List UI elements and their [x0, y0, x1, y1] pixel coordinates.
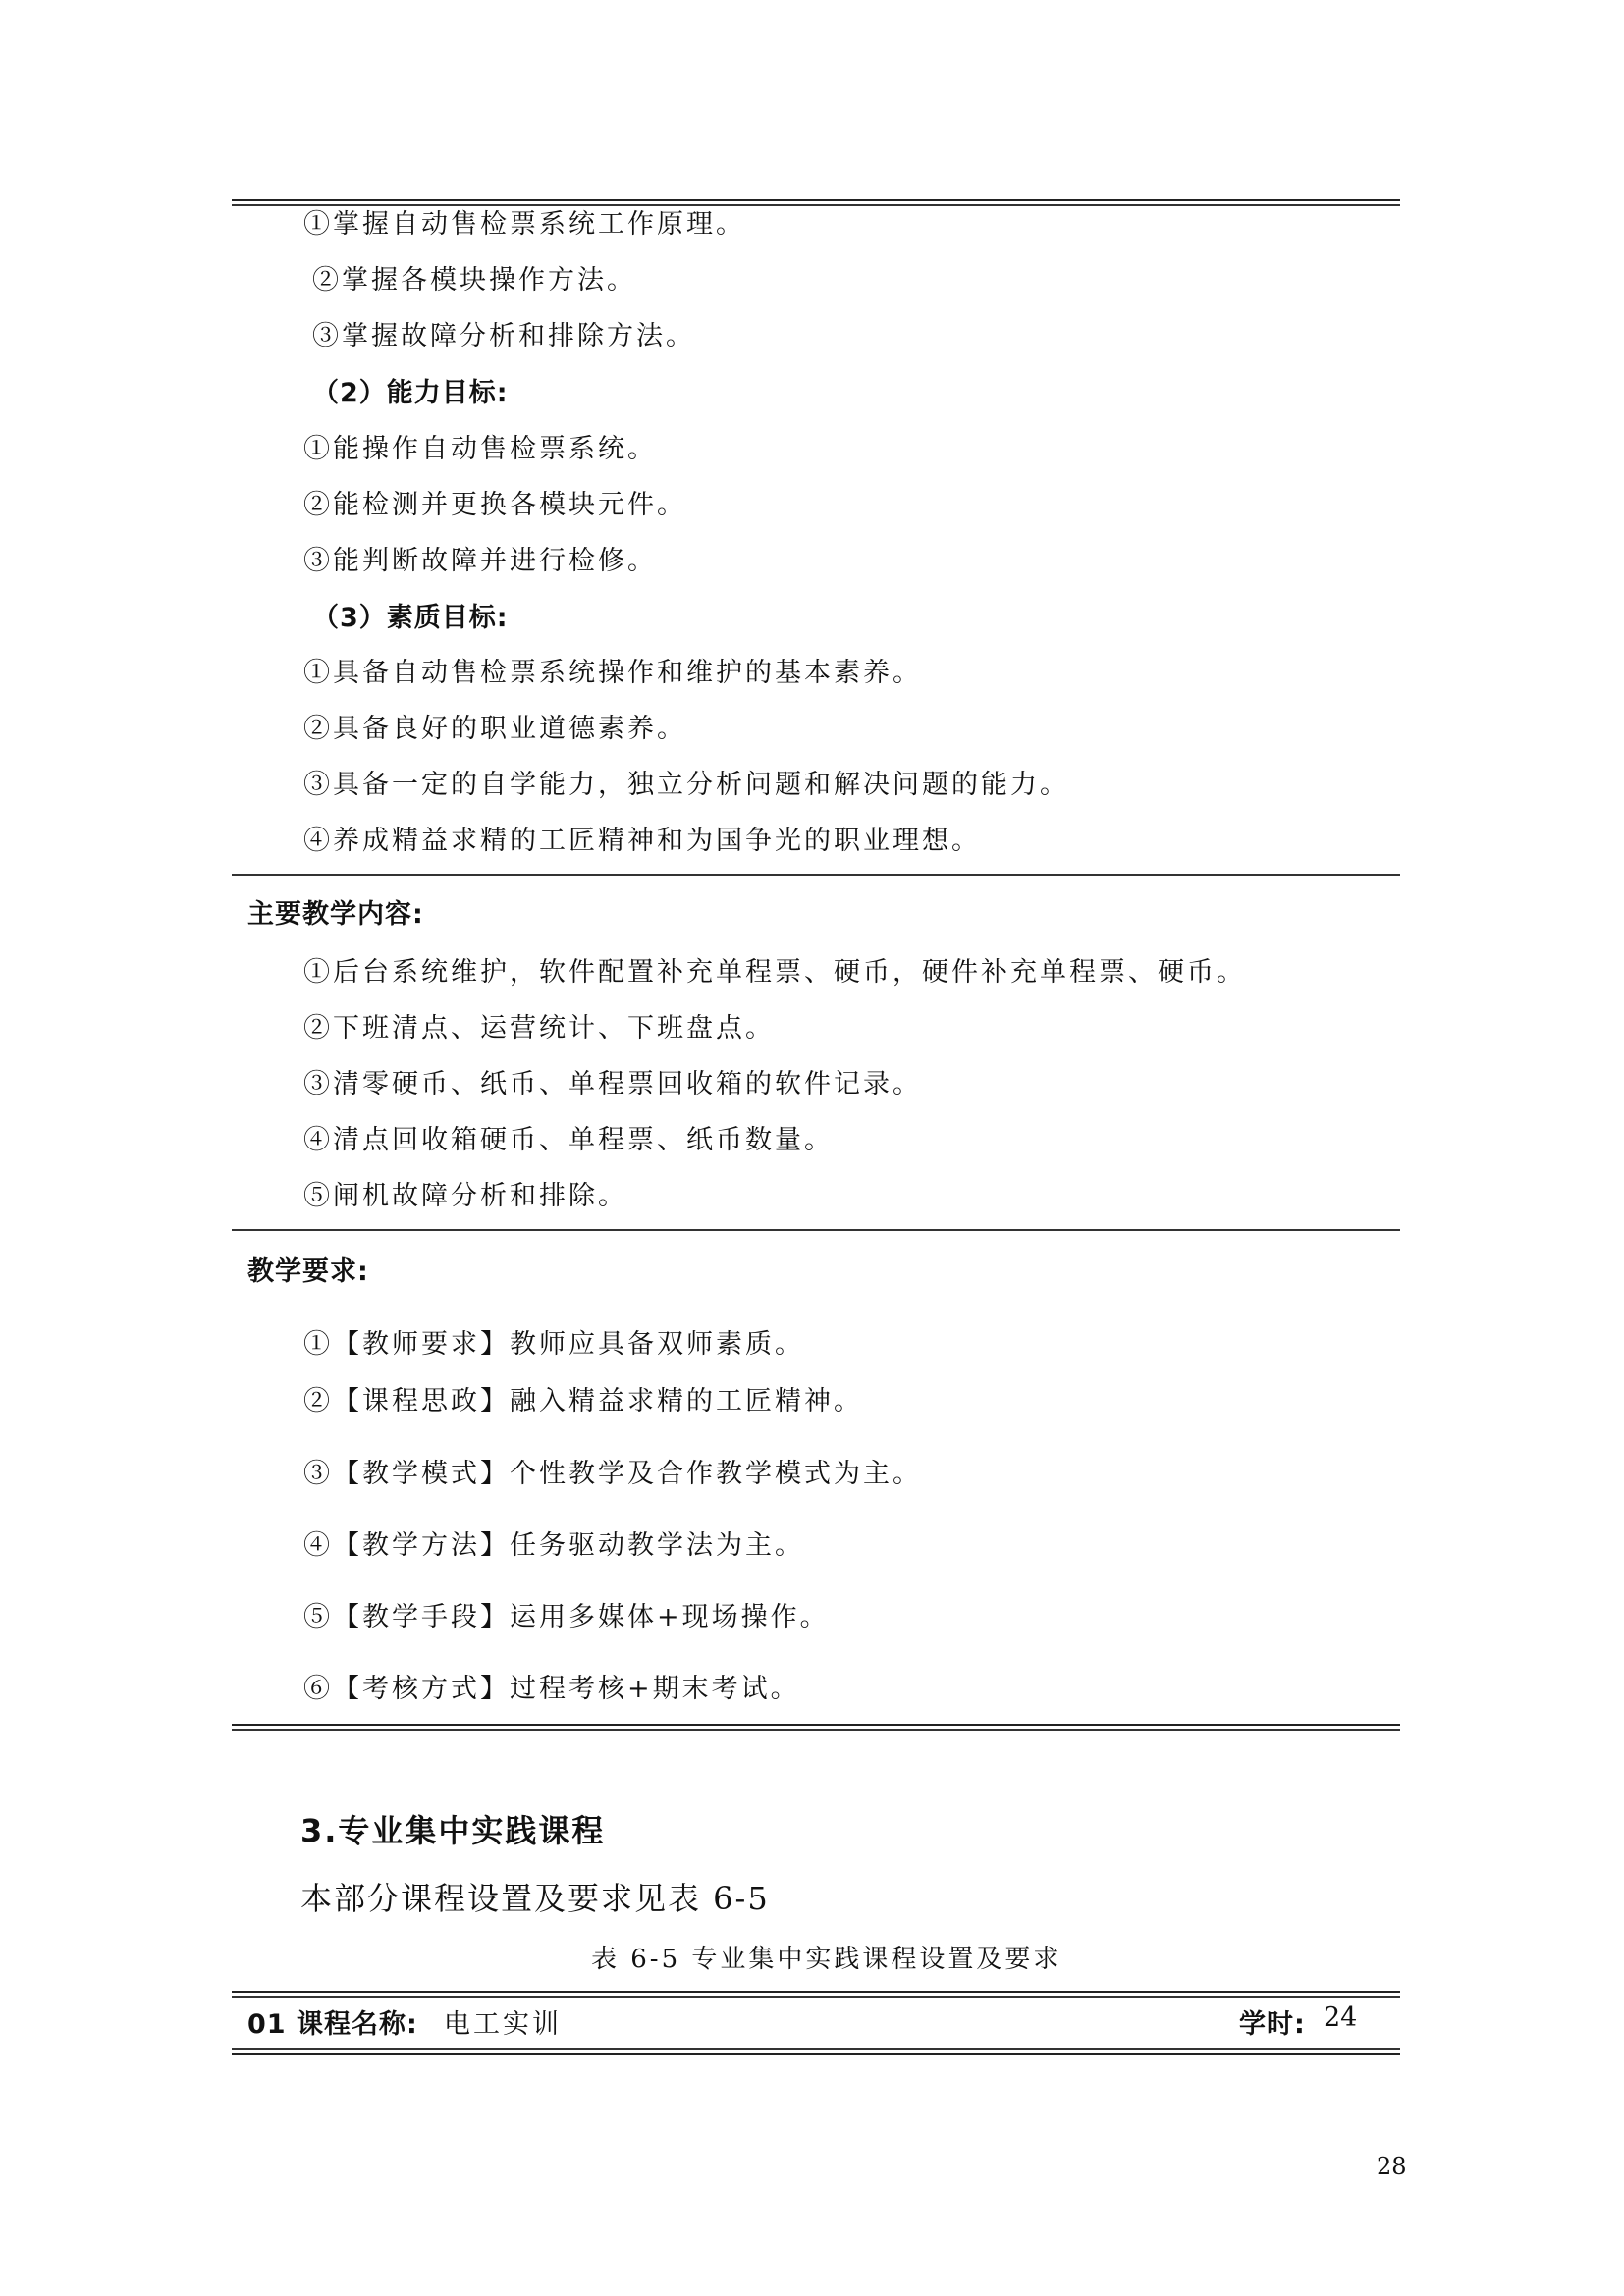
requirement-item-1: ①【教师要求】教师应具备双师素质。	[303, 1329, 804, 1360]
quality-item-3: ③具备一定的自学能力，独立分析问题和解决问题的能力。	[303, 770, 1069, 800]
requirement-item-2: ②【课程思政】融入精益求精的工匠精神。	[303, 1386, 863, 1416]
quality-item-4: ④养成精益求精的工匠精神和为国争光的职业理想。	[303, 826, 981, 856]
table-top-border	[232, 199, 1400, 201]
content-item-2: ②下班清点、运营统计、下班盘点。	[303, 1013, 775, 1043]
page-number: 28	[1377, 2153, 1407, 2180]
ability-item-1: ①能操作自动售检票系统。	[303, 434, 657, 464]
content-item-1: ①后台系统维护，软件配置补充单程票、硬币，硬件补充单程票、硬币。	[303, 957, 1246, 988]
quality-heading: （3）素质目标:	[312, 603, 509, 633]
course-name: 电工实训	[444, 2009, 562, 2040]
section-intro: 本部分课程设置及要求见表 6-5	[300, 1880, 770, 1917]
requirement-item-3: ③【教学模式】个性教学及合作教学模式为主。	[303, 1459, 922, 1489]
hours-label: 学时:	[1239, 2009, 1306, 2040]
section-title: 3.专业集中实践课程	[300, 1812, 606, 1849]
row-divider-2	[232, 1229, 1400, 1231]
table-bottom-border	[232, 1724, 1400, 1726]
table-b-row-divider-bold	[232, 2053, 1400, 2055]
table-b-top-border	[232, 1991, 1400, 1993]
course-label: 01 课程名称:	[247, 2009, 418, 2040]
table-bottom-border-inner	[232, 1729, 1400, 1731]
table-b-top-border-inner	[232, 1996, 1400, 1998]
content-heading: 主要教学内容:	[247, 899, 424, 930]
knowledge-item-1: ①掌握自动售检票系统工作原理。	[303, 209, 745, 240]
content-item-4: ④清点回收箱硬币、单程票、纸币数量。	[303, 1125, 834, 1155]
requirement-item-5: ⑤【教学手段】运用多媒体+现场操作。	[303, 1602, 830, 1632]
table-caption: 表 6-5 专业集中实践课程设置及要求	[591, 1945, 1062, 1974]
ability-heading: （2）能力目标:	[312, 378, 509, 408]
requirements-heading: 教学要求:	[247, 1256, 369, 1287]
knowledge-item-2: ②掌握各模块操作方法。	[312, 265, 636, 295]
knowledge-item-3: ③掌握故障分析和排除方法。	[312, 321, 695, 351]
content-item-3: ③清零硬币、纸币、单程票回收箱的软件记录。	[303, 1069, 922, 1099]
row-divider-1	[232, 874, 1400, 876]
content-item-5: ⑤闸机故障分析和排除。	[303, 1181, 627, 1211]
ability-item-3: ③能判断故障并进行检修。	[303, 546, 657, 576]
ability-item-2: ②能检测并更换各模块元件。	[303, 490, 686, 520]
quality-item-2: ②具备良好的职业道德素养。	[303, 714, 686, 744]
requirement-item-4: ④【教学方法】任务驱动教学法为主。	[303, 1530, 804, 1561]
hours-value: 24	[1324, 2002, 1358, 2033]
table-b-row-divider	[232, 2048, 1400, 2050]
requirement-item-6: ⑥【考核方式】过程考核+期末考试。	[303, 1674, 800, 1704]
quality-item-1: ①具备自动售检票系统操作和维护的基本素养。	[303, 658, 922, 688]
